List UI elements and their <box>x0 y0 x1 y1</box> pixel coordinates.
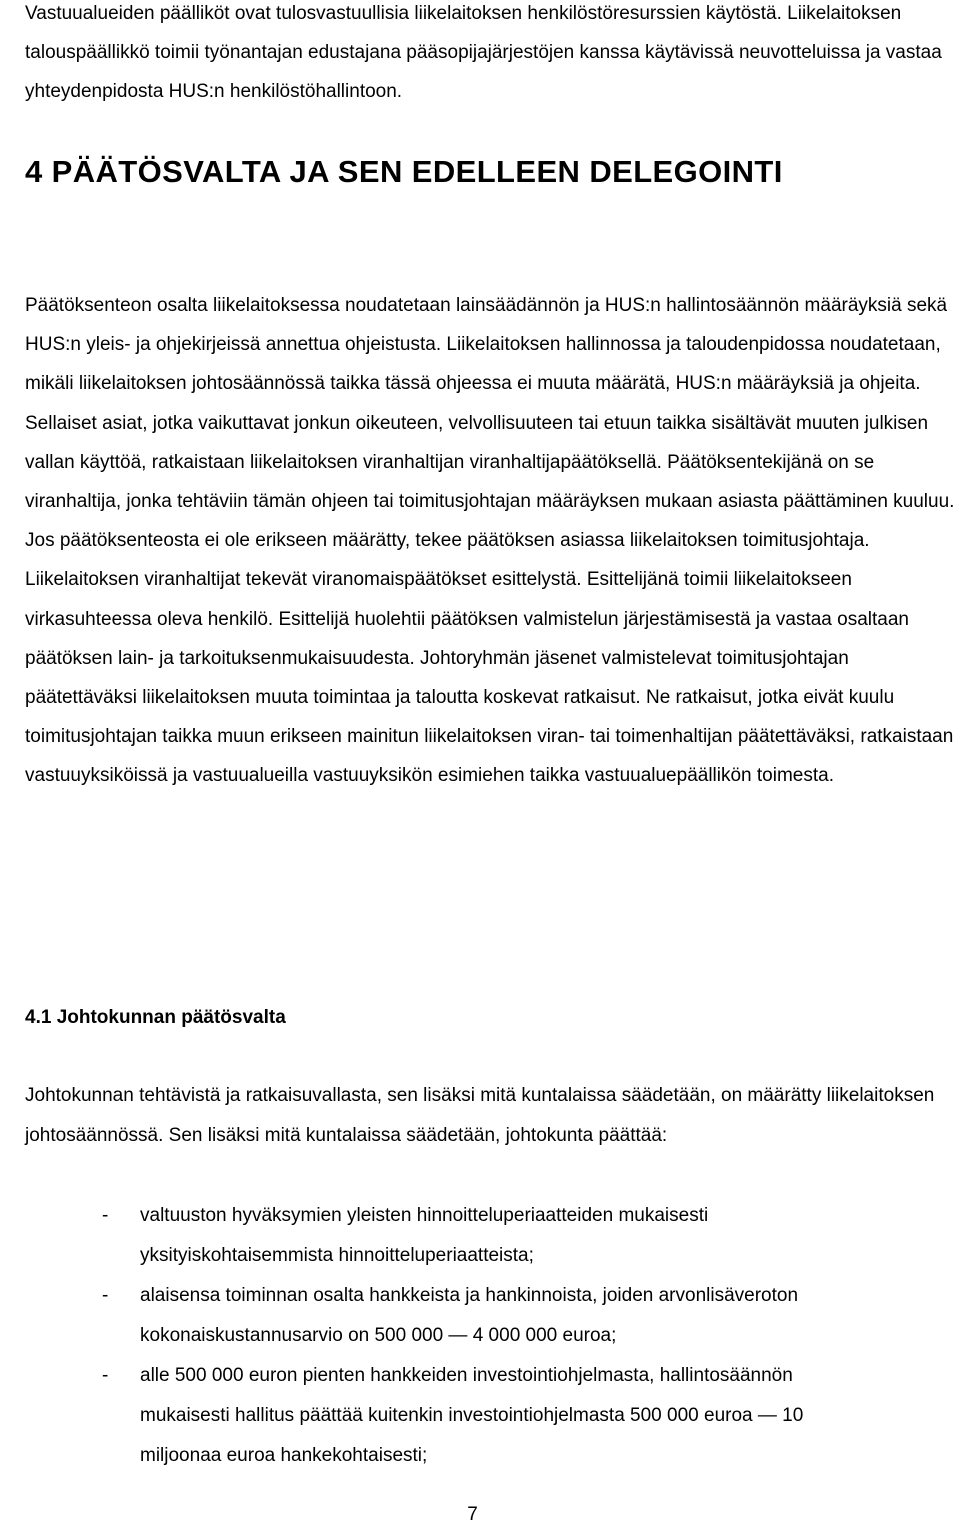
section-heading: 4 PÄÄTÖSVALTA JA SEN EDELLEEN DELEGOINTI <box>25 154 783 189</box>
list-item-text: alaisensa toiminnan osalta hankkeista ja hankinnoista, joiden arvonlisäveroton kokonaiskustannusarvio on 500 000 — 4 000 000 euroa; <box>140 1285 799 1346</box>
decision-list <box>25 1196 960 1476</box>
section-body-paragraph: Päätöksenteon osalta liikelaitoksessa noudatetaan lainsäädännön ja HUS:n hallintosäännön määräyksiä sekä HUS:n yleis- ja ohjekirjeissä annettua ohjeistusta. Liikelaitoksen hallinnossa ja taloudenpidossa noudatetaan, mikäli liikelaitoksen johtosäännössä taikka tässä ohjeessa ei muuta määrätä, HUS:n määräyksiä ja ohjeita. Sellaiset asiat, jotka vaikuttavat jonkun oikeuteen, velvollisuuteen tai etuun taikka sisältävät muuten julkisen vallan käyttöä, ratkaistaan liikelaitoksen viranhaltijan viranhaltijapäätöksellä. Päätöksentekijänä on se viranhaltija, jonka tehtäviin tämän ohjeen tai toimitusjohtajan määräyksen mukaan asiasta päättäminen kuuluu. Jos päätöksenteosta ei ole erikseen määrätty, tekee päätöksen asiassa liikelaitoksen toimitusjohtaja. Liikelaitoksen viranhaltijat tekevät viranomaispäätökset esittelystä. Esittelijänä toimii liikelaitokseen virkasuhteessa oleva henkilö. Esittelijä huolehtii päätöksen valmistelun järjestämisestä ja vastaa osaltaan päätöksen lain- ja tarkoituksenmukaisuudesta. Johtoryhmän jäsenet valmistelevat toimitusjohtajan päätettäväksi liikelaitoksen muuta toimintaa ja taloutta koskevat ratkaisut. Ne ratkaisut, jotka eivät kuulu toimitusjohtajan taikka muun erikseen mainitun liikelaitoksen viran- tai toimenhaltijan päätettäväksi, ratkaistaan vastuuyksiköissä ja vastuualueilla vastuuyksikön esimiehen taikka vastuualuepäällikön toimesta. <box>25 295 955 787</box>
subsection-heading: 4.1 Johtokunnan päätösvalta <box>25 1007 286 1028</box>
intro-paragraph: Vastuualueiden päälliköt ovat tulosvastuullisia liikelaitoksen henkilöstöresurssien käytöstä. Liikelaitoksen talouspäällikkö toimii työnantajan edustajana pääsopijajärjestöjen kanssa käytävissä neuvotteluissa ja vastaa yhteydenpidosta HUS:n henkilöstöhallintoon. <box>25 3 942 102</box>
list-item <box>25 1196 840 1276</box>
page-number: 7 <box>467 1504 478 1525</box>
dash-marker: - <box>102 1205 109 1226</box>
dash-marker: - <box>102 1285 109 1306</box>
list-item <box>25 1356 840 1476</box>
dash-marker: - <box>102 1365 109 1386</box>
subsection-intro-paragraph: Johtokunnan tehtävistä ja ratkaisuvallasta, sen lisäksi mitä kuntalaissa säädetään, on määrätty liikelaitoksen johtosäännössä. Sen lisäksi mitä kuntalaissa säädetään, johtokunta päättää: <box>25 1085 935 1146</box>
list-item-text: alle 500 000 euron pienten hankkeiden investointiohjelmasta, hallintosäännön mukaisesti hallitus päättää kuitenkin investointiohjelmasta 500 000 euroa — 10 miljoonaa euroa hankekohtaisesti; <box>140 1365 804 1466</box>
list-item <box>25 1276 840 1356</box>
list-item-text: valtuuston hyväksymien yleisten hinnoitteluperiaatteiden mukaisesti yksityiskohtaisemmista hinnoitteluperiaatteista; <box>140 1205 709 1266</box>
